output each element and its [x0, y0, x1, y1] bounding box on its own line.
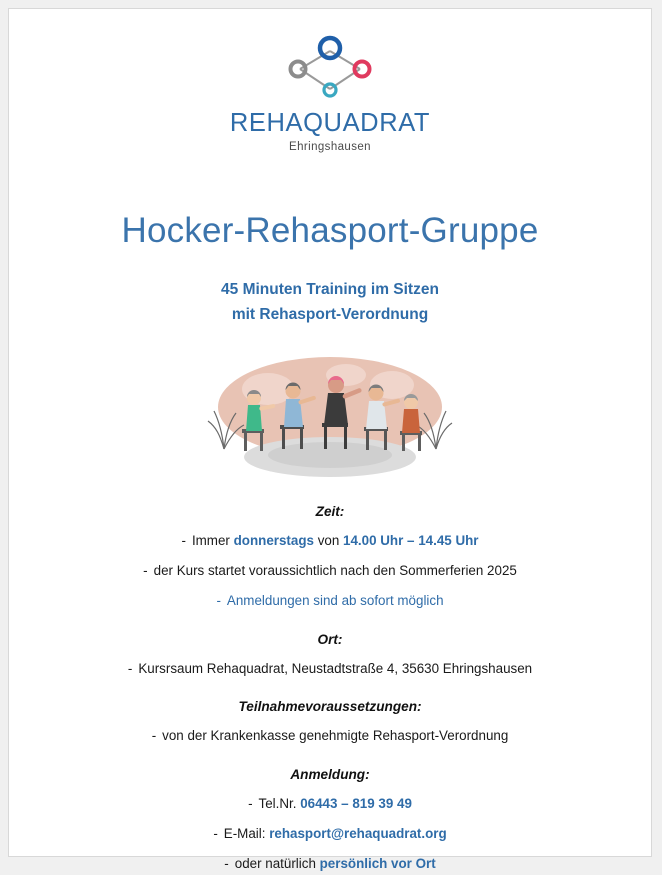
zeit-line-2: [9, 561, 651, 582]
page-subtitle: [9, 277, 651, 327]
phone-number[interactable]: 06443 – 819 39 49: [300, 796, 412, 812]
bullet-dash: -: [216, 592, 221, 608]
inperson-label: oder natürlich: [234, 855, 316, 871]
inperson-value: persönlich vor Ort: [319, 855, 436, 871]
illustration-wrap: [9, 345, 651, 485]
subtitle-line-1: 45 Minuten Training im Sitzen: [221, 281, 439, 298]
anmeldung-phone-line: [9, 794, 651, 815]
logo-block: [9, 9, 651, 153]
zeit-weekday: donnerstags: [233, 533, 314, 549]
zeit-line-1: [9, 531, 651, 552]
bullet-dash: -: [143, 563, 148, 579]
email-label: E-Mail:: [223, 826, 266, 842]
seated-exercise-group-illustration: [196, 345, 464, 485]
rehaquadrat-logo-icon: [276, 31, 384, 103]
bullet-dash: -: [248, 796, 253, 812]
phone-label: Tel.Nr.: [258, 796, 297, 812]
logo-subtitle: Ehringshausen: [289, 141, 371, 153]
logo-wordmark: REHAQUADRAT: [229, 109, 431, 137]
flyer-content: [9, 501, 651, 874]
anmeldung-email-line: [9, 824, 651, 845]
section-heading-teilnahmevoraussetzungen: Teilnahmevoraussetzungen:: [238, 699, 422, 715]
ort-line-1: [9, 659, 651, 680]
page-title: Hocker-Rehasport-Gruppe: [121, 211, 539, 250]
anmeldung-inperson-line: [9, 854, 651, 875]
teilnahme-line-1: [9, 726, 651, 747]
bullet-dash: -: [181, 533, 186, 549]
document-page: [8, 8, 652, 871]
section-heading-ort: Ort:: [317, 631, 343, 647]
ort-address: Kursrsaum Rehaquadrat, Neustadtstraße 4, 35630 Ehringshausen: [138, 660, 533, 676]
teilnahme-requirement: von der Krankenkasse genehmigte Rehasport-Verordnung: [162, 728, 509, 744]
bullet-dash: -: [127, 660, 133, 676]
zeit-time-range: 14.00 Uhr – 14.45 Uhr: [343, 533, 479, 549]
bullet-dash: -: [213, 826, 218, 842]
section-heading-zeit: Zeit:: [315, 504, 345, 520]
zeit-line1-pre: Immer: [191, 533, 230, 549]
bullet-dash: -: [224, 855, 229, 871]
section-heading-anmeldung: Anmeldung:: [290, 767, 370, 783]
zeit-registration-note: Anmeldungen sind ab sofort möglich: [226, 592, 444, 608]
subtitle-line-2: mit Rehasport-Verordnung: [231, 306, 429, 324]
zeit-line-3: [9, 591, 651, 612]
zeit-line2-text: der Kurs startet voraussichtlich nach den Sommerferien 2025: [153, 563, 517, 579]
bullet-dash: -: [151, 728, 157, 744]
email-address[interactable]: rehasport@rehaquadrat.org: [269, 826, 447, 842]
zeit-line1-post: von: [317, 533, 340, 549]
